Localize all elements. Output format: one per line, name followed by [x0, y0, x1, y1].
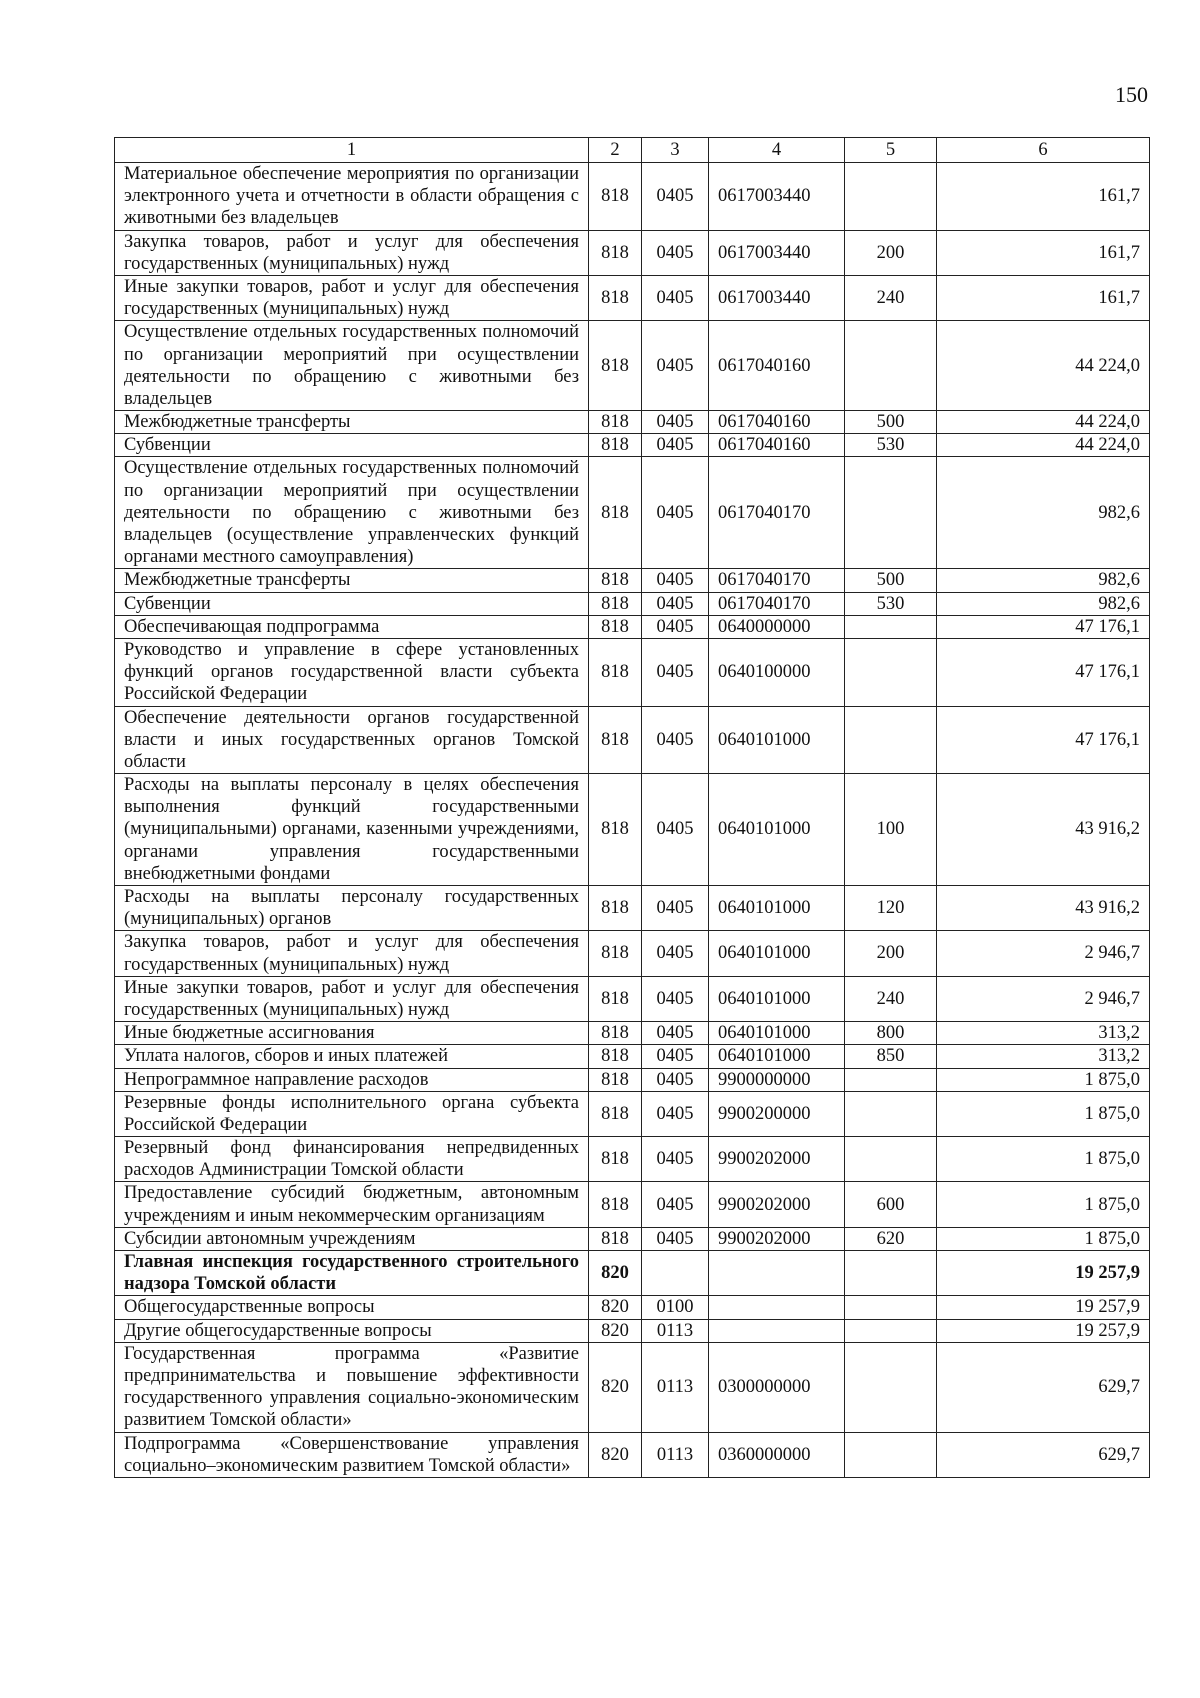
row-col-3: 0405 — [642, 230, 709, 275]
row-col-5 — [845, 1091, 937, 1136]
row-col-3: 0113 — [642, 1319, 709, 1342]
row-name: Закупка товаров, работ и услуг для обеспечения государственных (муниципальных) нужд — [115, 230, 589, 275]
row-col-4: 0300000000 — [709, 1342, 845, 1432]
row-col-3: 0405 — [642, 774, 709, 886]
row-col-3: 0405 — [642, 1091, 709, 1136]
column-header-3: 3 — [642, 138, 709, 163]
row-col-2: 818 — [589, 638, 642, 706]
row-col-4: 0640100000 — [709, 638, 845, 706]
row-col-6: 2 946,7 — [937, 976, 1150, 1021]
row-name: Другие общегосударственные вопросы — [115, 1319, 589, 1342]
row-col-5: 850 — [845, 1045, 937, 1068]
row-col-2: 818 — [589, 976, 642, 1021]
row-col-5 — [845, 321, 937, 411]
row-col-4: 0617040170 — [709, 592, 845, 615]
row-col-6: 47 176,1 — [937, 615, 1150, 638]
table-row — [115, 321, 1150, 411]
table-row — [115, 1091, 1150, 1136]
row-name: Руководство и управление в сфере установленных функций органов государственной власти субъекта Российской Федерации — [115, 638, 589, 706]
table-row — [115, 1432, 1150, 1477]
row-col-2: 818 — [589, 163, 642, 231]
row-col-6: 43 916,2 — [937, 886, 1150, 931]
row-col-6: 629,7 — [937, 1342, 1150, 1432]
row-col-2: 818 — [589, 1091, 642, 1136]
row-col-6: 161,7 — [937, 230, 1150, 275]
row-col-4: 0640101000 — [709, 931, 845, 976]
header-row — [115, 138, 1150, 163]
row-col-6: 313,2 — [937, 1045, 1150, 1068]
row-name: Осуществление отдельных государственных полномочий по организации мероприятий при осуществлении деятельности по обращению с животными без владельцев — [115, 321, 589, 411]
row-col-4: 0617040160 — [709, 411, 845, 434]
row-col-6: 982,6 — [937, 592, 1150, 615]
row-col-6: 19 257,9 — [937, 1251, 1150, 1296]
row-col-5 — [845, 457, 937, 569]
row-col-2: 818 — [589, 457, 642, 569]
column-header-4: 4 — [709, 138, 845, 163]
row-col-6: 313,2 — [937, 1022, 1150, 1045]
row-col-2: 818 — [589, 1137, 642, 1182]
row-col-3: 0405 — [642, 706, 709, 774]
row-col-6: 19 257,9 — [937, 1296, 1150, 1319]
row-col-3: 0405 — [642, 1045, 709, 1068]
row-col-4: 0617003440 — [709, 275, 845, 320]
row-col-2: 818 — [589, 321, 642, 411]
table-row — [115, 1227, 1150, 1250]
row-col-3: 0113 — [642, 1432, 709, 1477]
row-name: Субсидии автономным учреждениям — [115, 1227, 589, 1250]
row-col-2: 818 — [589, 1182, 642, 1227]
row-col-2: 818 — [589, 774, 642, 886]
row-col-6: 43 916,2 — [937, 774, 1150, 886]
row-col-5: 530 — [845, 592, 937, 615]
row-col-4: 0640000000 — [709, 615, 845, 638]
row-col-4: 0640101000 — [709, 1022, 845, 1045]
row-col-2: 818 — [589, 706, 642, 774]
row-col-5 — [845, 1296, 937, 1319]
row-col-2: 818 — [589, 434, 642, 457]
row-col-6: 982,6 — [937, 457, 1150, 569]
row-name: Межбюджетные трансферты — [115, 411, 589, 434]
table-row — [115, 931, 1150, 976]
row-col-3: 0405 — [642, 592, 709, 615]
row-col-3: 0405 — [642, 163, 709, 231]
row-name: Непрограммное направление расходов — [115, 1068, 589, 1091]
row-col-2: 818 — [589, 1045, 642, 1068]
row-col-4: 0617040160 — [709, 321, 845, 411]
row-col-3: 0405 — [642, 931, 709, 976]
row-col-6: 44 224,0 — [937, 411, 1150, 434]
row-col-6: 1 875,0 — [937, 1227, 1150, 1250]
row-col-6: 1 875,0 — [937, 1091, 1150, 1136]
row-name: Обеспечивающая подпрограмма — [115, 615, 589, 638]
column-header-6: 6 — [937, 138, 1150, 163]
row-col-4: 9900202000 — [709, 1182, 845, 1227]
row-col-5: 600 — [845, 1182, 937, 1227]
table-row — [115, 457, 1150, 569]
row-col-4: 0617003440 — [709, 230, 845, 275]
row-col-4: 0640101000 — [709, 886, 845, 931]
row-col-3: 0405 — [642, 411, 709, 434]
row-col-4: 0617040170 — [709, 457, 845, 569]
table-row — [115, 1182, 1150, 1227]
table-row — [115, 1045, 1150, 1068]
row-col-2: 820 — [589, 1296, 642, 1319]
row-col-2: 818 — [589, 931, 642, 976]
row-col-4 — [709, 1319, 845, 1342]
row-col-4: 0617040170 — [709, 569, 845, 592]
row-name: Осуществление отдельных государственных полномочий по организации мероприятий при осуществлении деятельности по обращению с животными без владельцев (осуществление управленческих функций органами местного самоуправления) — [115, 457, 589, 569]
table-row — [115, 976, 1150, 1021]
row-col-5 — [845, 1251, 937, 1296]
row-col-3: 0405 — [642, 434, 709, 457]
row-name: Уплата налогов, сборов и иных платежей — [115, 1045, 589, 1068]
row-col-5 — [845, 1432, 937, 1477]
row-col-5: 800 — [845, 1022, 937, 1045]
row-col-4: 0640101000 — [709, 774, 845, 886]
row-col-2: 818 — [589, 230, 642, 275]
column-header-1: 1 — [115, 138, 589, 163]
table-row — [115, 230, 1150, 275]
row-name: Общегосударственные вопросы — [115, 1296, 589, 1319]
row-col-3 — [642, 1251, 709, 1296]
row-col-4 — [709, 1296, 845, 1319]
row-col-2: 818 — [589, 592, 642, 615]
row-col-2: 818 — [589, 1227, 642, 1250]
table-row — [115, 1137, 1150, 1182]
row-col-4: 0640101000 — [709, 1045, 845, 1068]
row-name: Государственная программа «Развитие предпринимательства и повышение эффективности государственного управления социально-экономическим развитием Томской области» — [115, 1342, 589, 1432]
row-col-3: 0405 — [642, 1068, 709, 1091]
row-col-3: 0405 — [642, 976, 709, 1021]
table-row — [115, 1251, 1150, 1296]
row-name: Подпрограмма «Совершенствование управления социально–экономическим развитием Томской области» — [115, 1432, 589, 1477]
row-name: Межбюджетные трансферты — [115, 569, 589, 592]
column-header-2: 2 — [589, 138, 642, 163]
row-col-3: 0405 — [642, 1227, 709, 1250]
row-col-3: 0405 — [642, 1137, 709, 1182]
row-name: Субвенции — [115, 592, 589, 615]
row-col-5: 240 — [845, 976, 937, 1021]
row-col-3: 0405 — [642, 615, 709, 638]
row-col-5: 120 — [845, 886, 937, 931]
row-col-5 — [845, 163, 937, 231]
row-col-6: 44 224,0 — [937, 321, 1150, 411]
row-name: Закупка товаров, работ и услуг для обеспечения государственных (муниципальных) нужд — [115, 931, 589, 976]
row-col-5 — [845, 1068, 937, 1091]
table-row — [115, 1068, 1150, 1091]
row-col-5 — [845, 1137, 937, 1182]
row-name: Материальное обеспечение мероприятия по организации электронного учета и отчетности в области обращения с животными без владельцев — [115, 163, 589, 231]
row-name: Расходы на выплаты персоналу государственных (муниципальных) органов — [115, 886, 589, 931]
row-col-5: 500 — [845, 411, 937, 434]
row-col-6: 161,7 — [937, 275, 1150, 320]
table-row — [115, 615, 1150, 638]
row-col-5: 530 — [845, 434, 937, 457]
row-name: Главная инспекция государственного строительного надзора Томской области — [115, 1251, 589, 1296]
row-col-5: 200 — [845, 230, 937, 275]
row-col-2: 818 — [589, 411, 642, 434]
row-col-5 — [845, 615, 937, 638]
row-col-2: 818 — [589, 275, 642, 320]
table-body — [115, 163, 1150, 1478]
row-name: Расходы на выплаты персоналу в целях обеспечения выполнения функций государственными (муниципальными) органами, казенными учреждениями, органами управления государственными внебюджетными фондами — [115, 774, 589, 886]
row-col-5: 200 — [845, 931, 937, 976]
row-col-4: 9900200000 — [709, 1091, 845, 1136]
row-col-3: 0405 — [642, 1182, 709, 1227]
row-col-4: 0640101000 — [709, 706, 845, 774]
row-col-2: 820 — [589, 1319, 642, 1342]
row-col-5 — [845, 706, 937, 774]
row-col-5 — [845, 1342, 937, 1432]
row-col-6: 1 875,0 — [937, 1137, 1150, 1182]
row-name: Обеспечение деятельности органов государственной власти и иных государственных органов Томской области — [115, 706, 589, 774]
row-col-6: 44 224,0 — [937, 434, 1150, 457]
row-name: Субвенции — [115, 434, 589, 457]
row-col-3: 0405 — [642, 1022, 709, 1045]
row-col-6: 2 946,7 — [937, 931, 1150, 976]
row-col-6: 629,7 — [937, 1432, 1150, 1477]
row-col-5: 500 — [845, 569, 937, 592]
row-col-6: 47 176,1 — [937, 706, 1150, 774]
row-col-6: 1 875,0 — [937, 1068, 1150, 1091]
row-name: Предоставление субсидий бюджетным, автономным учреждениям и иным некоммерческим организациям — [115, 1182, 589, 1227]
table-row — [115, 1022, 1150, 1045]
row-col-5: 240 — [845, 275, 937, 320]
table-row — [115, 638, 1150, 706]
row-name: Резервные фонды исполнительного органа субъекта Российской Федерации — [115, 1091, 589, 1136]
row-col-3: 0405 — [642, 886, 709, 931]
table-row — [115, 275, 1150, 320]
row-col-2: 818 — [589, 569, 642, 592]
row-col-2: 820 — [589, 1432, 642, 1477]
row-col-4: 0617040160 — [709, 434, 845, 457]
row-col-2: 820 — [589, 1251, 642, 1296]
table-row — [115, 886, 1150, 931]
row-col-3: 0113 — [642, 1342, 709, 1432]
row-col-5: 620 — [845, 1227, 937, 1250]
row-col-4: 0360000000 — [709, 1432, 845, 1477]
row-col-2: 818 — [589, 615, 642, 638]
row-col-6: 47 176,1 — [937, 638, 1150, 706]
row-col-2: 818 — [589, 1068, 642, 1091]
row-col-4: 9900000000 — [709, 1068, 845, 1091]
table-row — [115, 706, 1150, 774]
row-col-6: 1 875,0 — [937, 1182, 1150, 1227]
table-row — [115, 1319, 1150, 1342]
row-col-4: 0617003440 — [709, 163, 845, 231]
row-col-3: 0100 — [642, 1296, 709, 1319]
row-col-4: 0640101000 — [709, 976, 845, 1021]
row-col-3: 0405 — [642, 321, 709, 411]
row-col-4 — [709, 1251, 845, 1296]
row-col-6: 982,6 — [937, 569, 1150, 592]
row-col-4: 9900202000 — [709, 1137, 845, 1182]
row-name: Резервный фонд финансирования непредвиденных расходов Администрации Томской области — [115, 1137, 589, 1182]
row-col-5 — [845, 1319, 937, 1342]
row-col-6: 19 257,9 — [937, 1319, 1150, 1342]
row-name: Иные закупки товаров, работ и услуг для обеспечения государственных (муниципальных) нужд — [115, 976, 589, 1021]
row-name: Иные закупки товаров, работ и услуг для обеспечения государственных (муниципальных) нужд — [115, 275, 589, 320]
table-row — [115, 592, 1150, 615]
page-number: 150 — [1115, 82, 1148, 107]
row-name: Иные бюджетные ассигнования — [115, 1022, 589, 1045]
row-col-5 — [845, 638, 937, 706]
row-col-3: 0405 — [642, 275, 709, 320]
table-row — [115, 569, 1150, 592]
row-col-2: 818 — [589, 1022, 642, 1045]
row-col-3: 0405 — [642, 457, 709, 569]
row-col-6: 161,7 — [937, 163, 1150, 231]
table-row — [115, 774, 1150, 886]
row-col-2: 820 — [589, 1342, 642, 1432]
table-row — [115, 434, 1150, 457]
budget-table — [114, 137, 1150, 1478]
row-col-2: 818 — [589, 886, 642, 931]
table-row — [115, 411, 1150, 434]
table-row — [115, 163, 1150, 231]
row-col-4: 9900202000 — [709, 1227, 845, 1250]
table-row — [115, 1342, 1150, 1432]
row-col-5: 100 — [845, 774, 937, 886]
row-col-3: 0405 — [642, 638, 709, 706]
column-header-5: 5 — [845, 138, 937, 163]
row-col-3: 0405 — [642, 569, 709, 592]
table-row — [115, 1296, 1150, 1319]
